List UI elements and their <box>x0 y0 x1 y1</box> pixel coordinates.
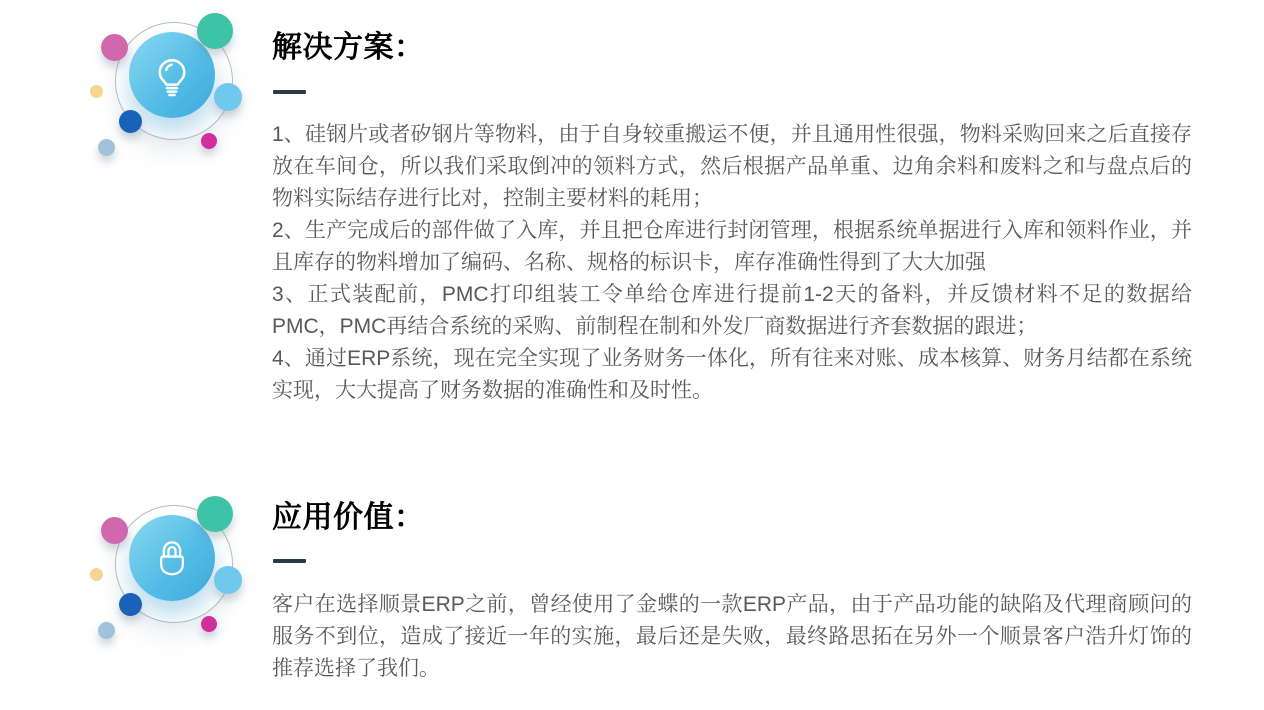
solution-item-4: 4、通过ERP系统，现在完全实现了业务财务一体化，所有往来对账、成本核算、财务月结都在系统实现，大大提高了财务数据的准确性和及时性。 <box>272 347 1192 402</box>
icon-circle <box>129 32 215 118</box>
steel-blue-dot <box>98 139 115 156</box>
icon-circle <box>129 515 215 601</box>
solution-item-2: 2、生产完成后的部件做了入库，并且把仓库进行封闭管理，根据系统单据进行入库和领料作业，并且库存的物料增加了编码、名称、规格的标识卡，库存准确性得到了大大加强 <box>272 219 1192 274</box>
dark-blue-dot <box>119 593 142 616</box>
solution-title: 解决方案： <box>272 31 425 64</box>
teal-dot <box>197 496 233 532</box>
steel-blue-dot <box>98 622 115 639</box>
lock-icon <box>147 533 197 583</box>
value-paragraphs <box>272 589 1192 685</box>
yellow-dot <box>90 85 103 98</box>
magenta-dot <box>201 616 217 632</box>
solution-paragraphs <box>272 119 1192 407</box>
magenta-dot <box>201 133 217 149</box>
light-blue-dot <box>214 83 242 111</box>
title-underline-dash <box>273 559 306 563</box>
pink-dot <box>101 517 128 544</box>
dark-blue-dot <box>119 110 142 133</box>
lightbulb-icon <box>147 50 197 100</box>
teal-dot <box>197 13 233 49</box>
solution-icon-cluster <box>85 8 245 156</box>
title-underline-dash <box>273 90 306 94</box>
decorative-ring-circle <box>115 505 233 623</box>
value-icon-cluster <box>85 491 245 639</box>
value-item-1: 客户在选择顺景ERP之前，曾经使用了金蝶的一款ERP产品，由于产品功能的缺陷及代理商顾问的服务不到位，造成了接近一年的实施，最后还是失败，最终路思拓在另外一个顺景客户浩升灯饰的推荐选择了我们。 <box>272 593 1192 680</box>
yellow-dot <box>90 568 103 581</box>
light-blue-dot <box>214 566 242 594</box>
value-title: 应用价值： <box>272 501 425 534</box>
solution-item-1: 1、硅钢片或者矽钢片等物料，由于自身较重搬运不便，并且通用性很强，物料采购回来之后直接存放在车间仓，所以我们采取倒冲的领料方式，然后根据产品单重、边角余料和废料之和与盘点后的物料实际结存进行比对，控制主要材料的耗用； <box>272 123 1192 210</box>
solution-item-3: 3、正式装配前，PMC打印组装工令单给仓库进行提前1-2天的备料，并反馈材料不足的数据给PMC，PMC再结合系统的采购、前制程在制和外发厂商数据进行齐套数据的跟进； <box>272 283 1192 338</box>
pink-dot <box>101 34 128 61</box>
decorative-ring-circle <box>115 22 233 140</box>
